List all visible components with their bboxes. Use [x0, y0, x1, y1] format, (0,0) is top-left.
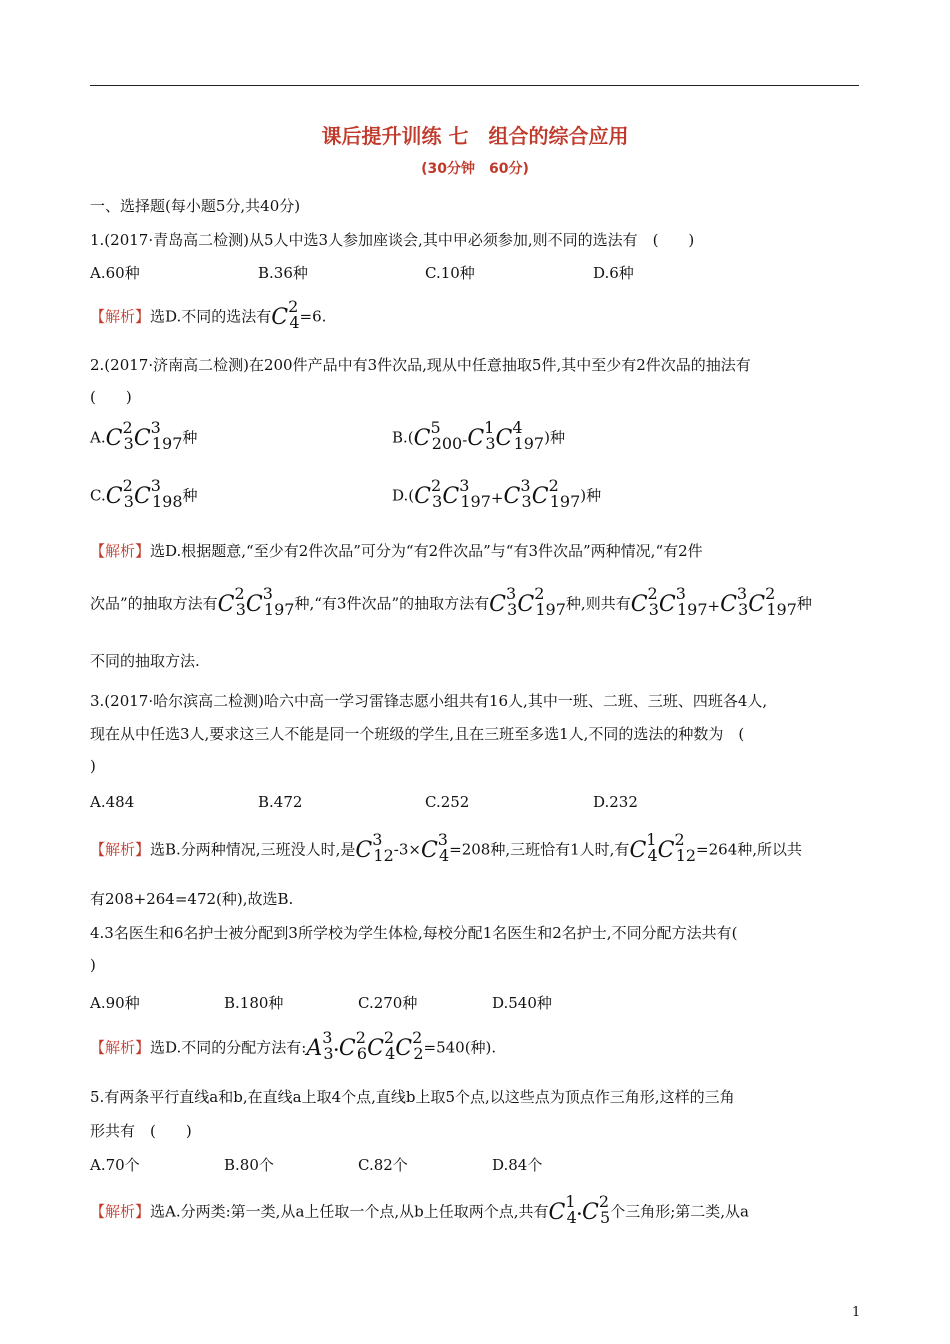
q2-analysis-line3: 不同的抽取方法.: [90, 652, 200, 670]
q4-analysis: 【解析】选D.不同的分配方法有:A33·C26C24C22=540(种).: [90, 1028, 497, 1063]
analysis-tag: 【解析】: [90, 1038, 151, 1057]
header-rule: [90, 85, 859, 86]
q1-stem: 1.(2017·青岛高二检测)从5人中选3人参加座谈会,其中甲必须参加,则不同的选法有 ( ): [90, 231, 695, 249]
page-title: 课后提升训练 七 组合的综合应用: [321, 124, 629, 148]
combination-formula: C24: [271, 297, 300, 332]
q1-analysis-text: 选D.不同的选法有: [150, 307, 272, 326]
q5-option-b: B.80个: [224, 1156, 274, 1174]
q2-option-b: B.(C5200-C13C4197)种: [392, 418, 565, 453]
q2-option-a: A.C23C3197种: [90, 418, 198, 453]
q5-stem-line1: 5.有两条平行直线a和b,在直线a上取4个点,直线b上取5个点,以这些点为顶点作三角形,这样的三角: [90, 1088, 735, 1106]
q1-option-a: A.60种: [90, 264, 140, 282]
q2-option-d: D.(C23C3197+C33C2197)种: [392, 476, 602, 511]
q4-option-d: D.540种: [492, 994, 552, 1012]
analysis-tag: 【解析】: [90, 307, 151, 326]
q5-option-d: D.84个: [492, 1156, 543, 1174]
q4-option-a: A.90种: [90, 994, 140, 1012]
q5-option-a: A.70个: [90, 1156, 140, 1174]
q4-option-b: B.180种: [224, 994, 284, 1012]
q3-option-a: A.484: [90, 793, 135, 811]
analysis-tag: 【解析】: [90, 840, 151, 859]
q2-stem-line1: 2.(2017·济南高二检测)在200件产品中有3件次品,现从中任意抽取5件,其中至少有2件次品的抽法有: [90, 356, 751, 374]
q3-analysis-line2: 有208+264=472(种),故选B.: [90, 890, 294, 908]
q3-option-c: C.252: [425, 793, 470, 811]
q5-option-c: C.82个: [358, 1156, 408, 1174]
q3-stem-line3: ): [90, 757, 96, 775]
q1-option-c: C.10种: [425, 264, 475, 282]
analysis-tag: 【解析】: [90, 542, 151, 560]
q5-analysis: 【解析】选A.分两类:第一类,从a上任取一个点,从b上任取两个点,共有C14·C25个三角形;第二类,从a: [90, 1192, 749, 1227]
q3-stem-line1: 3.(2017·哈尔滨高二检测)哈六中高一学习雷锋志愿小组共有16人,其中一班、二班、三班、四班各4人,: [90, 692, 768, 710]
q4-option-c: C.270种: [358, 994, 418, 1012]
q5-stem-line2: 形共有 ( ): [90, 1122, 192, 1140]
q1-option-d: D.6种: [593, 264, 634, 282]
q3-analysis-line1: 【解析】选B.分两种情况,三班没人时,是C312-3×C34=208种,三班恰有1人时,有C14C212=264种,所以共: [90, 830, 803, 865]
q2-analysis-line2: 次品”的抽取方法有C23C3197种,“有3件次品”的抽取方法有C33C2197种,则共有C23C3197+C33C2197种: [90, 584, 812, 619]
q2-stem-line2: ( ): [90, 388, 132, 406]
q2-analysis-line1: 【解析】选D.根据题意,“至少有2件次品”可分为“有2件次品”与“有3件次品”两种情况,“有2件: [90, 542, 703, 560]
q1-analysis-result: =6.: [299, 307, 327, 326]
q1-analysis: [90, 297, 327, 332]
q3-stem-line2: 现在从中任选3人,要求这三人不能是同一个班级的学生,且在三班至多选1人,不同的选法的种数为 (: [90, 725, 745, 743]
q2-option-c: C.C23C3198种: [90, 476, 198, 511]
page-subtitle: (30分钟 60分): [421, 161, 529, 177]
section-heading: 一、选择题(每小题5分,共40分): [90, 197, 301, 215]
analysis-tag: 【解析】: [90, 1202, 151, 1221]
q4-stem-line2: ): [90, 956, 96, 974]
page-number: 1: [852, 1305, 861, 1320]
q1-option-b: B.36种: [258, 264, 308, 282]
q3-option-d: D.232: [593, 793, 638, 811]
q3-option-b: B.472: [258, 793, 303, 811]
q4-stem-line1: 4.3名医生和6名护士被分配到3所学校为学生体检,每校分配1名医生和2名护士,不同分配方法共有(: [90, 924, 738, 942]
